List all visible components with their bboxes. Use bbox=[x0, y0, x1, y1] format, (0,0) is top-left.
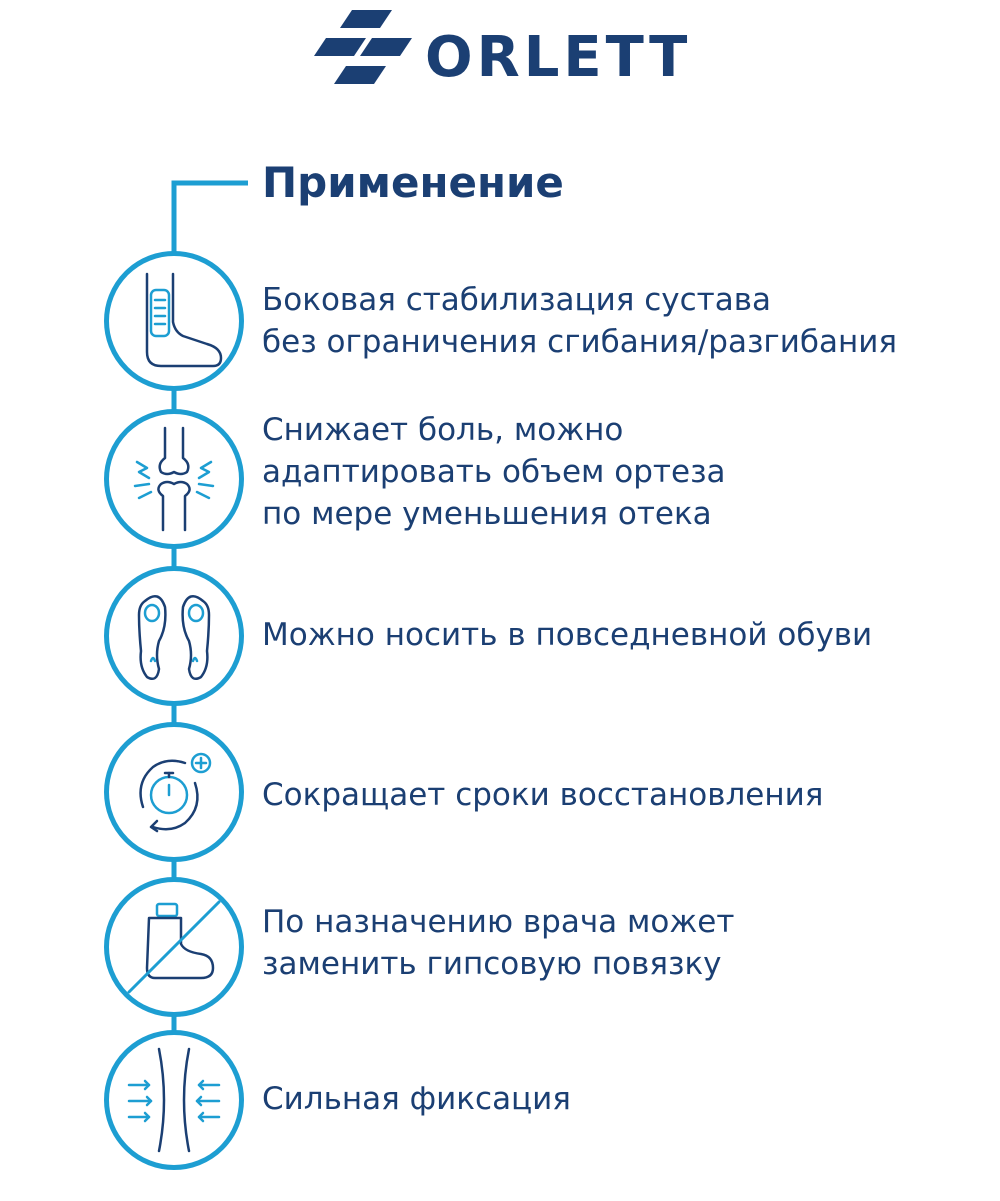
brand-name: ORLETT bbox=[425, 25, 692, 90]
insoles-icon bbox=[104, 566, 244, 706]
item-text: Боковая стабилизация сустава без ограничения сгибания/разгибания bbox=[262, 282, 898, 360]
section-title: Применение bbox=[262, 158, 564, 207]
item-text: По назначению врача может заменить гипсовую повязку bbox=[262, 904, 735, 982]
compression-fixation-icon bbox=[104, 1030, 244, 1170]
knee-joint-pain-icon bbox=[104, 409, 244, 549]
item-text: Сокращает сроки восстановления bbox=[262, 777, 824, 813]
item-text: Снижает боль, можно адаптировать объем ортеза по мере уменьшения отека bbox=[262, 412, 726, 532]
no-cast-icon bbox=[104, 877, 244, 1017]
stopwatch-recovery-icon bbox=[104, 722, 244, 862]
ankle-brace-icon bbox=[104, 251, 244, 391]
item-text: Сильная фиксация bbox=[262, 1081, 571, 1117]
item-text: Можно носить в повседневной обуви bbox=[262, 617, 873, 653]
